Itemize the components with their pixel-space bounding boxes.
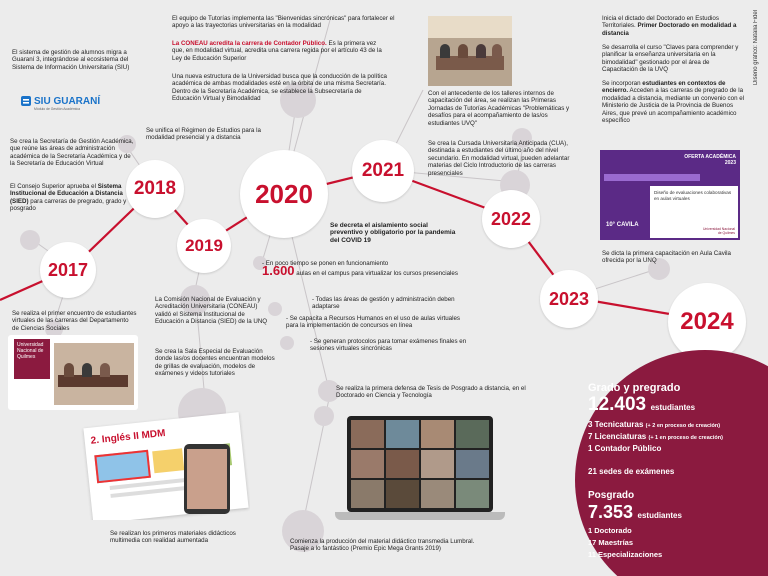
event-2017-text: Se realiza el primer encuentro de estudiantes virtuales de las carreras del Departamento de Ciencias Sociales: [12, 310, 137, 332]
event-protocolos-text: - Se generan protocolos para tomar exámenes finales en sesiones virtuales sincrónicas: [310, 338, 467, 353]
year-2022-circle: [482, 190, 540, 248]
image-oferta-academica: [600, 150, 740, 240]
unq-banner: Universidad Nacional de Quilmes: [14, 339, 50, 379]
stat-contador: 1 Contador Público: [588, 444, 662, 453]
event-claves-text: Se desarrolla el curso "Claves para comprender y planificar la enseñanza universitaria en la bimodalidad" gestionado por el área de Capacitación de la UVQ: [602, 44, 739, 74]
event-doctorado-bold: Primer Doctorado en modalidad a distancia: [602, 22, 737, 37]
event-siu-text: El sistema de gestión de alumnos migra a Guaraní 3, integrándose al ecosistema del Sistema de Información Universitaria (SIU): [12, 49, 130, 71]
photo-student-meeting: [8, 335, 138, 410]
event-coneau-bold: La CONEAU acredita la carrera de Contador Público.: [172, 40, 327, 47]
ingles-title: 2. Inglés II MDM: [90, 427, 166, 447]
year-2017-circle: [40, 242, 96, 298]
year-2020-label: 2020: [255, 178, 313, 209]
event-aulas-num: 1.600: [262, 263, 295, 279]
event-regimen-text: Se unifica el Régimen de Estudios para la modalidad presencial y a distancia: [146, 127, 261, 142]
stat-lic-label: 7 Licenciaturas: [588, 432, 647, 441]
year-2023-circle: [540, 270, 598, 328]
stat-tec-note: (+ 2 en proceso de creación): [645, 423, 721, 429]
event-sied-text-1: El Consejo Superior aprueba el: [10, 183, 96, 190]
event-tutorias-text: El equipo de Tutorías implementa las "Bienvenidas sincrónicas" para fortalecer el apoyo a las trayectorias universitarias en la modalidad: [172, 15, 395, 30]
stat-posgrado-num: 7.353: [588, 502, 634, 522]
stat-posgrado: [588, 502, 682, 523]
image-ingles-mdm: [80, 410, 250, 520]
event-estructura-text: Una nueva estructura de la Universidad busca que la conducción de la política académica de ambas modalidades esté en la órbita de una misma Secretaría. Dentro de la Secretaría Académica, se establece la Subsecretaría de Educación Virtual y Bimodalidad: [172, 73, 387, 103]
event-cua-text: Se crea la Cursada Universitaria Anticipada (CUA), destinada a estudiantes del último año del nivel secundario. En modalidad virtual, pueden adelantar materias del Ciclo Introductorio de las carreras presenciales: [428, 140, 570, 177]
stat-lic: [588, 432, 723, 441]
event-jornadas-text: Con el antecedente de los talleres internos de capacitación del área, se realizan las Primeras Jornadas de Tutorías Académicas "Problemáticas y desafíos para el acompañamiento de las/os estudiantes UVQ": [428, 90, 570, 127]
year-2017-label: 2017: [47, 259, 89, 280]
stat-posgrado-unit: estudiantes: [637, 511, 682, 520]
deco-circle: [20, 230, 40, 250]
year-2020-circle: [240, 150, 328, 238]
event-sala-text: Se crea la Sala Especial de Evaluación donde las/os docentes encuentran modelos de grillas de evaluación, modelos de exámenes y videos tutoriales: [155, 348, 275, 378]
oferta-title: OFERTA ACADÉMICA 2023: [684, 154, 736, 166]
year-2021-circle: [352, 140, 414, 202]
event-lumbral-text: Comienza la producción del material didáctico transmedia Lumbral. Pasaje a lo fantástico (Premio Epic Mega Grants 2019): [290, 538, 475, 553]
year-2024-label: 2024: [680, 308, 734, 335]
year-2019-circle: [177, 219, 231, 273]
event-aulas-text-2: aulas en el campus para virtualizar los cursos presenciales: [296, 270, 458, 278]
event-rrhh-text: - Se capacita a Recursos Humanos en el uso de aulas virtuales para la implementación de concursos en línea: [286, 315, 461, 330]
siu-logo-icon: [20, 95, 32, 107]
event-encierro-bold: estudiantes en contextos de encierro.: [602, 80, 726, 95]
stat-doctorado: 1 Doctorado: [588, 526, 632, 535]
year-2023-label: 2023: [548, 288, 590, 309]
stat-tec-label: 3 Tecnicaturas: [588, 420, 644, 429]
event-tesis-text: Se realiza la primera defensa de Tesis de Posgrado a distancia, en el Doctorado en Ciencia y Tecnología: [336, 385, 526, 400]
event-coneau-rest: Es la primera vez que, en modalidad virtual, acredita una carrera regida por el artículo 43 de la Ley de Educación Superior: [172, 40, 382, 62]
event-sied-text-2: para carreras de pregrado, grado y posgrado: [10, 197, 127, 213]
event-aulas-text-1: - En poco tiempo se ponen en funcionamiento: [262, 260, 389, 267]
stat-sedes: 21 sedes de exámenes: [588, 467, 675, 476]
event-encierro-text-1: Se incorporan: [602, 80, 641, 87]
event-coneau-text: [172, 40, 390, 62]
year-2022-label: 2022: [490, 208, 532, 229]
year-2019-label: 2019: [185, 236, 223, 255]
event-materiales-text: Se realizan los primeros materiales didácticos multimedia con realidad aumentada: [110, 530, 236, 545]
event-cavila-text: Se dicta la primera capacitación en Aula Cavila ofrecida por la UNQ: [602, 250, 731, 265]
event-doctorado-text-1: Inicia el dictado del Doctorado en Estudios Territoriales.: [602, 15, 719, 30]
design-credit: Diseño gráfico: Natalia Fidel: [753, 10, 759, 86]
siu-logo-text: SIU GUARANÍ: [34, 95, 101, 107]
stat-grado-unit: estudiantes: [650, 403, 696, 412]
oferta-unq: Universidad Nacional de Quilmes: [702, 227, 735, 235]
oferta-cavila: 10° CAVILA: [606, 222, 639, 228]
event-sied-text: [10, 183, 135, 213]
stat-maestrias: 17 Maestrías: [588, 538, 634, 547]
deco-circle: [280, 336, 294, 350]
stat-grado-num: 12.403: [588, 394, 647, 415]
stat-especializaciones: 11 Especializaciones: [588, 550, 663, 559]
event-aislamiento-text: Se decreta el aislamiento social preventivo y obligatorio por la pandemia del COVID 19: [330, 222, 456, 244]
event-coneau-sied-text: La Comisión Nacional de Evaluación y Acreditación Universitaria (CONEAU) validó el Sistema Institucional de Educación a Distancia (SIED) de la UNQ: [155, 296, 268, 326]
image-laptop-videoconference: [335, 416, 505, 531]
stat-tec: [588, 420, 720, 429]
stat-grado: [588, 394, 695, 416]
event-encierro-text-2: Acceden a las carreras de pregrado de la modalidad a distancia, mediante un convenio con el Ministerio de Justicia de la Provincia de Buenos Aires, que prevé un acompañamiento académico específico: [602, 87, 745, 125]
photo-jornadas: [428, 16, 512, 86]
year-2018-label: 2018: [133, 178, 177, 199]
stat-posgrado-title: Posgrado: [588, 490, 635, 501]
event-encierro-text: [602, 80, 747, 124]
siu-logo: [20, 95, 112, 111]
event-sec-gestion-text: Se crea la Secretaría de Gestión Académica, que reúne las áreas de administración académica de la Secretaría Académica y de la Secretaría de Educación Virtual: [10, 138, 134, 168]
event-aulas-text: [262, 260, 462, 278]
event-doctorado-text: [602, 15, 742, 37]
oferta-sub: Diseño de evaluaciones colaborativas en aulas virtuales: [654, 190, 732, 201]
event-sied-text-bold: Sistema Institucional de Educación a Distancia (SIED): [10, 183, 123, 205]
stat-grado-title: Grado y pregrado: [588, 382, 681, 394]
deco-circle: [314, 406, 334, 426]
siu-logo-sub: Módulo de Gestión Académica: [34, 107, 80, 111]
stat-lic-note: (+ 1 en proceso de creación): [648, 435, 723, 441]
year-2021-label: 2021: [361, 160, 405, 181]
event-areas-text: - Todas las áreas de gestión y administración deben adaptarse: [312, 296, 455, 311]
